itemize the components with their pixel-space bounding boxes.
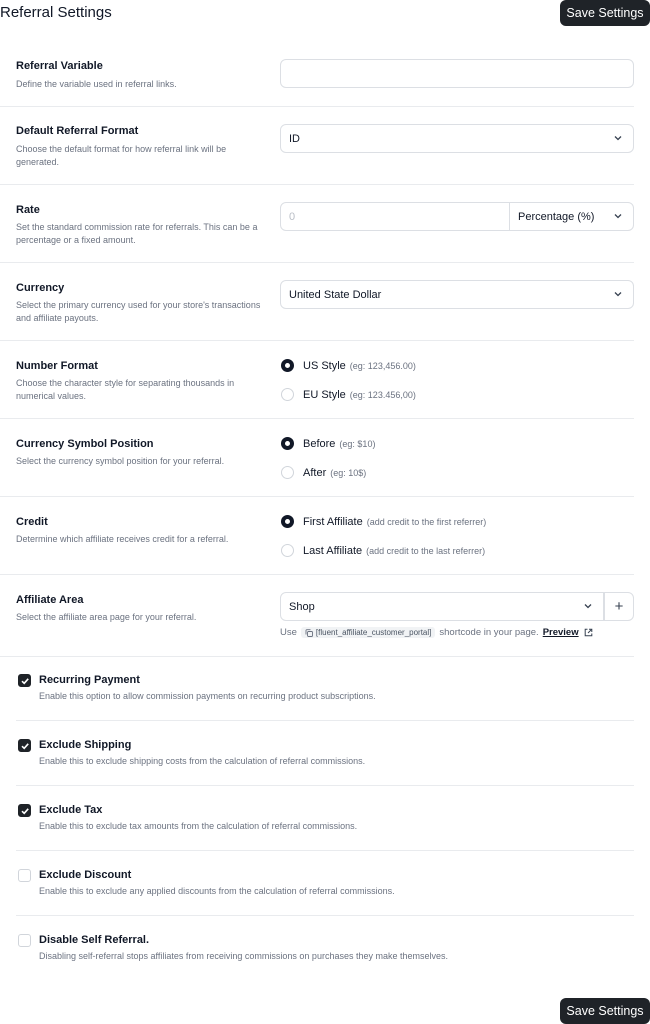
radio-label: First Affiliate <box>303 515 363 528</box>
currency-value: United State Dollar <box>289 288 382 301</box>
rate-input[interactable]: 0 <box>280 202 510 231</box>
radio-hint: (eg: 123.456,00) <box>349 389 416 400</box>
radio-hint: (add credit to the last referrer) <box>366 545 486 556</box>
affiliate-area-help <box>280 627 593 638</box>
radio-first-affiliate[interactable] <box>281 515 486 528</box>
default-format-row <box>0 107 634 185</box>
currency-label: Currency <box>16 282 65 294</box>
toggle-label: Exclude Tax <box>39 804 103 816</box>
symbol-position-row <box>0 419 634 497</box>
checkbox[interactable] <box>18 869 31 882</box>
toggle-label: Exclude Shipping <box>39 739 132 751</box>
toggle-description: Disabling self-referral stops affiliates from receiving commissions on purchases they make themselves. <box>39 951 448 961</box>
chevron-down-icon <box>613 212 623 220</box>
chevron-down-icon <box>613 290 623 298</box>
rate-description: Set the standard commission rate for referrals. This can be a percentage or a fixed amount. <box>16 222 258 245</box>
referral-variable-input[interactable] <box>280 59 634 88</box>
credit-label: Credit <box>16 516 48 528</box>
radio-hint: (eg: $10) <box>339 438 376 449</box>
radio-last-affiliate[interactable] <box>281 544 485 557</box>
radio-hint: (eg: 10$) <box>330 467 367 478</box>
toggle-disable-self-referral <box>16 934 634 981</box>
radio-label: EU Style <box>303 388 346 401</box>
toggle-description: Enable this to exclude tax amounts from the calculation of referral commissions. <box>39 821 358 831</box>
radio-before[interactable] <box>281 437 375 450</box>
checkbox[interactable] <box>18 934 31 947</box>
radio-us-style[interactable] <box>281 359 416 372</box>
help-prefix: Use <box>280 627 297 638</box>
credit-description: Determine which affiliate receives credit for a referral. <box>16 534 229 544</box>
referral-variable-description: Define the variable used in referral links. <box>16 79 177 89</box>
checkbox[interactable] <box>18 739 31 752</box>
toggle-label: Exclude Discount <box>39 869 132 881</box>
checkbox[interactable] <box>18 674 31 687</box>
save-settings-button-top[interactable]: Save Settings <box>560 0 650 26</box>
symbol-position-label: Currency Symbol Position <box>16 438 154 450</box>
number-format-description: Choose the character style for separating thousands in numerical values. <box>16 378 235 401</box>
rate-unit-select[interactable] <box>509 202 634 231</box>
credit-row <box>0 497 634 575</box>
radio-hint: (add credit to the first referrer) <box>366 516 487 527</box>
toggle-label: Disable Self Referral. <box>39 934 150 946</box>
radio-after[interactable] <box>281 466 366 479</box>
default-format-label: Default Referral Format <box>16 125 139 137</box>
default-format-value: ID <box>289 132 300 145</box>
radio-label: Before <box>303 437 336 450</box>
chevron-down-icon <box>613 134 623 142</box>
save-settings-button-bottom[interactable]: Save Settings <box>560 998 650 1024</box>
affiliate-area-label: Affiliate Area <box>16 594 84 606</box>
toggle-exclude-discount <box>16 869 634 916</box>
toggle-label: Recurring Payment <box>39 674 140 686</box>
radio-indicator[interactable] <box>281 437 294 450</box>
add-page-button[interactable]: + <box>604 592 634 621</box>
affiliate-area-description: Select the affiliate area page for your referral. <box>16 612 197 622</box>
radio-label: After <box>303 466 327 479</box>
currency-description: Select the primary currency used for your store's transactions and affiliate payouts. <box>16 300 261 323</box>
external-link-icon[interactable] <box>584 628 593 637</box>
referral-variable-label: Referral Variable <box>16 60 103 72</box>
rate-row <box>0 185 634 263</box>
radio-indicator[interactable] <box>281 388 294 401</box>
number-format-label: Number Format <box>16 360 98 372</box>
rate-label: Rate <box>16 204 40 216</box>
currency-select[interactable] <box>280 280 634 309</box>
symbol-position-description: Select the currency symbol position for your referral. <box>16 456 225 466</box>
affiliate-area-value: Shop <box>289 600 315 613</box>
radio-label: Last Affiliate <box>303 544 363 557</box>
toggle-exclude-tax <box>16 804 634 851</box>
affiliate-area-select[interactable] <box>280 592 604 621</box>
radio-label: US Style <box>303 359 346 372</box>
referral-variable-row <box>0 46 634 107</box>
chevron-down-icon <box>583 602 593 610</box>
checkbox[interactable] <box>18 804 31 817</box>
help-suffix: shortcode in your page. <box>439 627 539 638</box>
shortcode-text: [fluent_affiliate_customer_portal] <box>315 628 432 637</box>
check-icon <box>20 741 30 751</box>
toggle-description: Enable this option to allow commission payments on recurring product subscriptions. <box>39 691 376 701</box>
toggle-recurring-payment <box>16 674 634 721</box>
radio-indicator[interactable] <box>281 359 294 372</box>
copy-icon <box>305 629 313 637</box>
radio-indicator[interactable] <box>281 515 294 528</box>
toggle-description: Enable this to exclude shipping costs from the calculation of referral commissions. <box>39 756 366 766</box>
radio-indicator[interactable] <box>281 544 294 557</box>
default-format-select[interactable] <box>280 124 634 153</box>
radio-indicator[interactable] <box>281 466 294 479</box>
radio-eu-style[interactable] <box>281 388 416 401</box>
shortcode-chip[interactable] <box>301 627 435 638</box>
preview-link[interactable]: Preview <box>542 627 579 638</box>
number-format-row <box>0 341 634 419</box>
currency-row <box>0 263 634 341</box>
affiliate-area-row <box>0 575 634 657</box>
toggle-exclude-shipping <box>16 739 634 786</box>
default-format-description: Choose the default format for how referral link will be generated. <box>16 144 227 167</box>
page-title: Referral Settings <box>0 4 112 21</box>
check-icon <box>20 806 30 816</box>
rate-unit-value: Percentage (%) <box>518 210 595 223</box>
radio-hint: (eg: 123,456.00) <box>349 360 416 371</box>
toggle-description: Enable this to exclude any applied discounts from the calculation of referral commissions. <box>39 886 395 896</box>
check-icon <box>20 676 30 686</box>
